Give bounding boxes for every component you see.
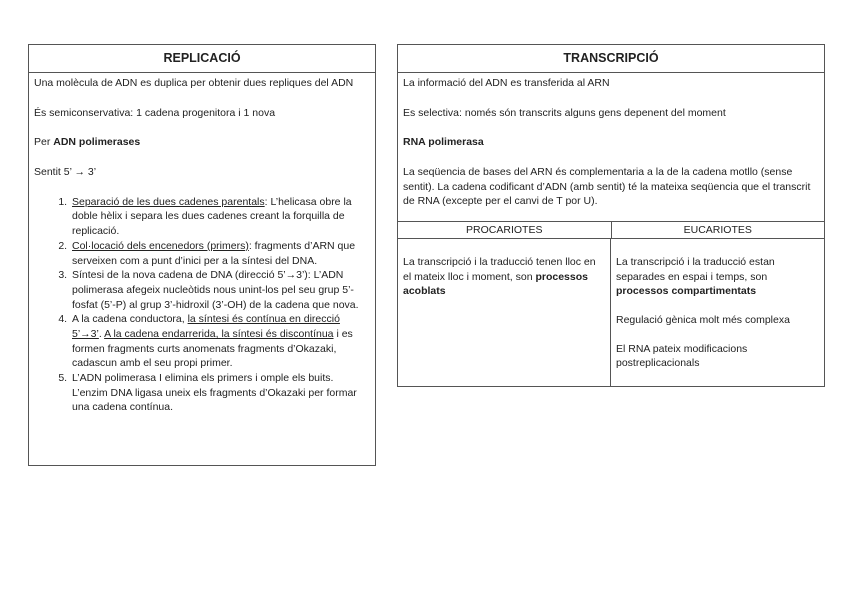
step-1-underlined: Separació de les dues cadenes parentals (72, 195, 265, 208)
replicacio-content (29, 73, 375, 415)
replicacio-per (34, 135, 370, 150)
comparison-table (398, 221, 824, 386)
replicacio-intro: Una molècula de ADN es duplica per obtenir dues repliques del ADN (34, 77, 354, 89)
transcripcio-content (398, 73, 824, 209)
transcripcio-line2: Es selectiva: només són transcrits alguns gens depenent del moment (403, 106, 726, 119)
procariotes-desc: La transcripció i la traducció tenen lloc en el mateix lloc i moment, son (403, 256, 596, 283)
replicacio-sentit: Sentit 5’ → 3’ (34, 166, 97, 179)
step-5-text: L’ADN polimerasa I elimina els primers i omple els buits. L’enzim DNA ligasa uneix els fragments d’Okazaki per formar una cadena contínua. (72, 372, 357, 414)
procariotes-text (403, 255, 605, 299)
step-2-text: : fragments d’ARN que serveixen com a punt d’inici per a la síntesi del DNA. (72, 239, 356, 267)
processos-acoblats: processos acoblats (403, 270, 588, 298)
rna-polimerasa (403, 135, 819, 150)
eucariotes-header: EUCARIOTES (683, 224, 752, 236)
rna-polimerasa-label: RNA polimerasa (403, 136, 484, 149)
transcripcio-title: TRANSCRIPCIÓ (398, 45, 824, 73)
step-2-underlined: Col·locació dels encenedors (primers) (72, 239, 249, 252)
step-1-text: : L’helicasa obre la doble hèlix i separa les dues cadenes creant la forquilla de replicació. (72, 195, 352, 238)
transcripcio-sequencia: La seqüencia de bases del ARN és complementaria a la de la cadena motllo (sense sentit). La cadena codificant d’ADN (amb sentit) té la mateixa seqüencia que el transcrit de RNA (excepte per el canvi de T por U). (403, 166, 811, 208)
processos-compartimentats: processos compartimentats (616, 285, 757, 298)
adn-polimerases: ADN polimerases (53, 136, 141, 149)
eucariotes-modificacions: El RNA pateix modificacions postreplicacionals (616, 342, 748, 370)
procariotes-header: PROCARIOTES (398, 222, 612, 238)
step-4-underlined-2: A la cadena endarrerida, la síntesi és discontínua (104, 327, 334, 340)
eucariotes-regulacio: Regulació gènica molt més complexa (616, 314, 790, 327)
comparison-header (398, 222, 824, 239)
step-4-underlined-1: la síntesi és contínua en direcció 5’→3’ (72, 313, 340, 340)
replicacio-semiconservativa: És semiconservativa: 1 cadena progenitora i 1 nova (34, 106, 276, 119)
eucariotes-cell (611, 239, 824, 386)
step-2 (70, 239, 370, 268)
step-1 (70, 195, 370, 239)
per-prefix: Per (34, 136, 54, 149)
step-3 (70, 268, 370, 312)
procariotes-cell (398, 239, 611, 386)
step-3-text: Síntesi de la nova cadena de DNA (direcció 5’→3’): L’ADN polimerasa afegeix nucleòtids nous unint-los pel seu grup 5’-fosfat (5’-P) al grup 3’-hidroxil (3’-OH) de la cadena que nova. (72, 269, 359, 311)
comparison-body (398, 239, 824, 386)
step-4 (70, 312, 370, 371)
replicacio-table (28, 44, 376, 466)
step-4-mid: . (98, 327, 105, 340)
step-4-text: i es formen fragments curts anomenats fragments d’Okazaki, cadascun amb el seu propi primer. (72, 327, 353, 370)
eucariotes-desc: La transcripció i la traducció estan separades en espai i temps, son (616, 256, 775, 283)
step-5 (70, 371, 370, 415)
step-4-pre: A la cadena conductora, (72, 313, 188, 326)
transcripcio-table (397, 44, 825, 387)
replicacio-title: REPLICACIÓ (29, 45, 375, 73)
transcripcio-line1: La informació del ADN es transferida al ARN (403, 77, 610, 89)
eucariotes-text (616, 255, 819, 299)
replicacio-steps (34, 195, 370, 415)
